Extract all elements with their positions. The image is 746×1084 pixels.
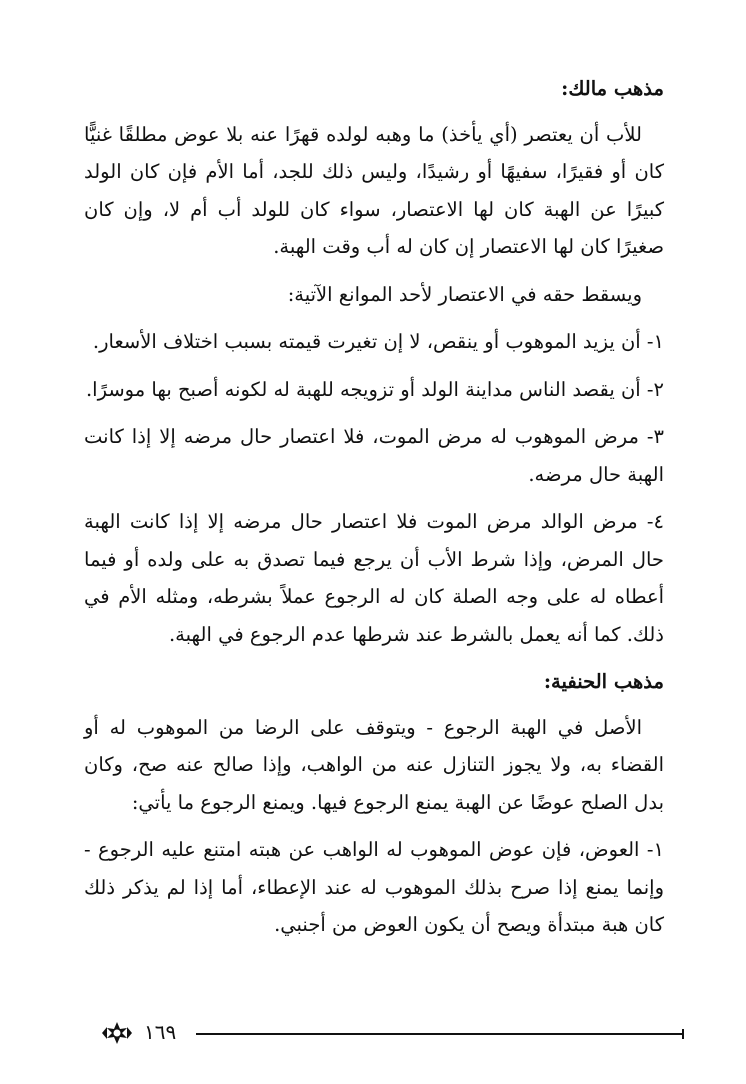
maliki-intro-paragraph: للأب أن يعتصر (أي يأخذ) ما وهبه لولده قهرًا عنه بلا عوض مطلقًا غنيًّا كان أو فقيرًا، سفيهًا أو رشيدًا، وليس ذلك للجد، أما الأم فإن كان الولد كبيرًا عن الهبة كان لها الاعتصار، سواء كان للولد أب أم لا، وإن كان صغيرًا كان لها الاعتصار إن كان له أب وقت الهبة. xyxy=(84,122,664,258)
page-number: ١٦٩ xyxy=(144,1020,177,1044)
star-ornament-icon xyxy=(100,1018,134,1048)
hanafi-heading: مذهب الحنفية: xyxy=(543,670,664,693)
page-body xyxy=(84,70,664,954)
maliki-obstacles-intro: ويسقط حقه في الاعتصار لأحد الموانع الآتية: xyxy=(287,282,642,306)
page-footer xyxy=(96,1018,696,1048)
maliki-item-1: ١- أن يزيد الموهوب أو ينقص، لا إن تغيرت قيمته بسبب اختلاف الأسعار. xyxy=(92,330,664,353)
hanafi-intro-paragraph: الأصل في الهبة الرجوع - ويتوقف على الرضا من الموهوب له أو القضاء به، ولا يجوز التنازل عنه من الواهب، وإذا صالح عنه صح، وكان بدل الصلح عوضًا عن الهبة يمنع الرجوع فيها. ويمنع الرجوع ما يأتي: xyxy=(84,715,664,814)
hanafi-item-1: ١- العوض، فإن عوض الموهوب له الواهب عن هبته امتنع عليه الرجوع - وإنما يمنع إذا صرح بذلك الموهوب له عند الإعطاء، أما إذا لم يذكر ذلك كان هبة مبتدأة ويصح أن يكون العوض من أجنبي. xyxy=(84,838,664,936)
maliki-item-3: ٣- مرض الموهوب له مرض الموت، فلا اعتصار حال مرضه إلا إذا كانت الهبة حال مرضه. xyxy=(84,425,664,486)
maliki-item-4: ٤- مرض الوالد مرض الموت فلا اعتصار حال مرضه إلا إذا كانت الهبة حال المرض، وإذا شرط الأب أن يرجع فيما تصدق به على ولده أو فيما أعطاه له على وجه الصلة كان له الرجوع عملاً بشرطه، ومثله الأم في ذلك. كما أنه يعمل بالشرط عند شرطها عدم الرجوع في الهبة. xyxy=(84,510,664,646)
footer-rule xyxy=(196,1033,682,1035)
maliki-heading: مذهب مالك: xyxy=(561,77,664,100)
maliki-item-2: ٢- أن يقصد الناس مداينة الولد أو تزويجه للهبة له لكونه أصبح بها موسرًا. xyxy=(85,377,664,401)
